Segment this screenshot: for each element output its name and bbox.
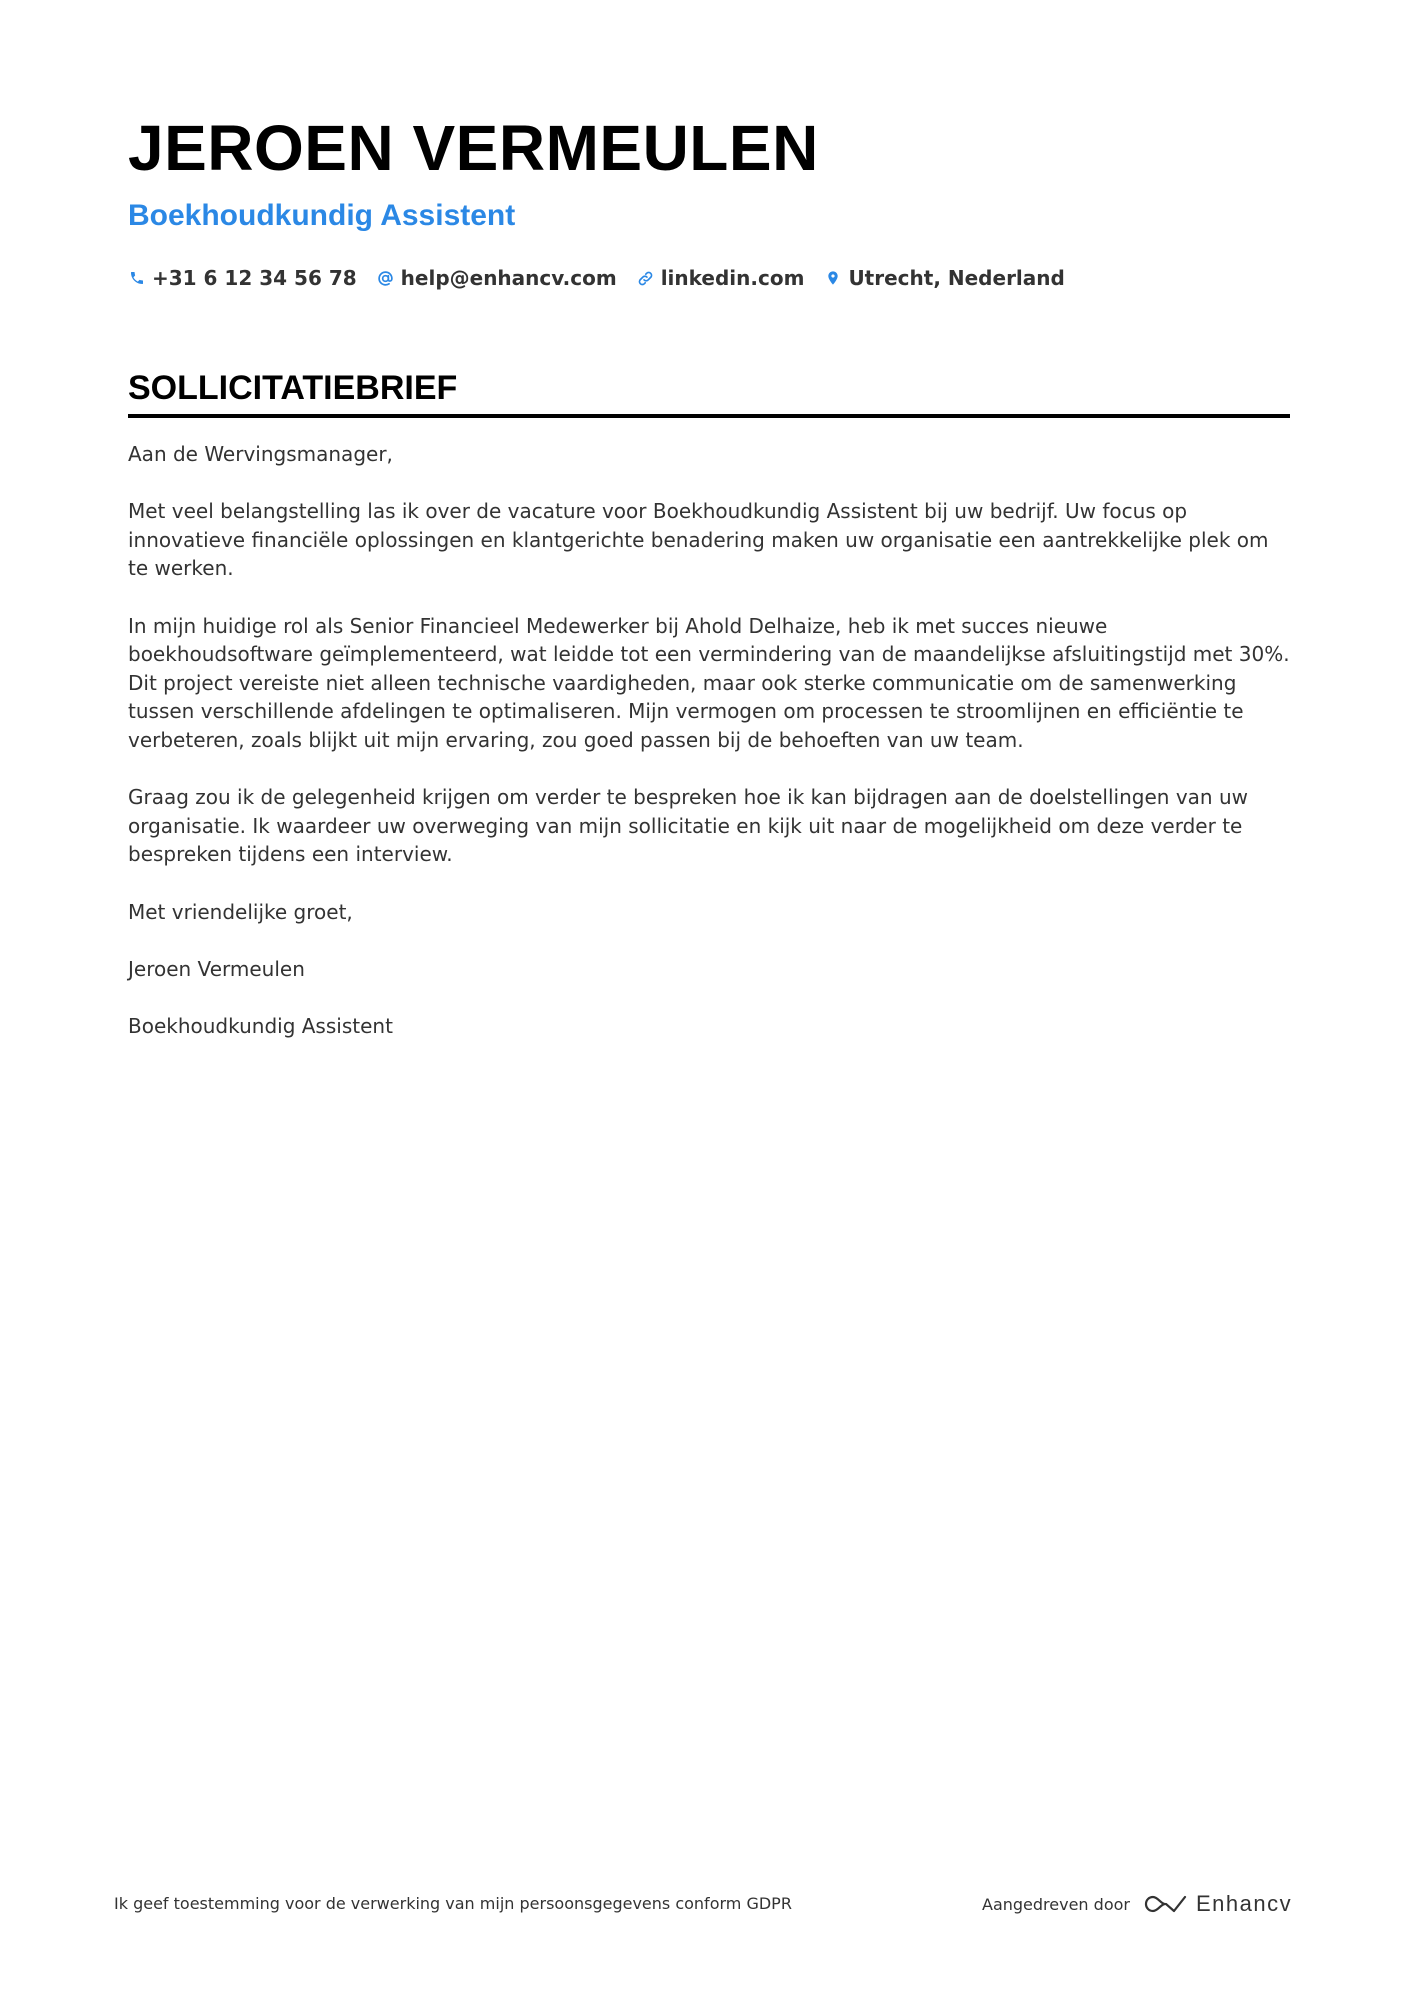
candidate-name: JEROEN VERMEULEN [128, 112, 819, 184]
contact-email-text: help@enhancv.com [400, 266, 617, 290]
contact-location-text: Utrecht, Nederland [848, 266, 1065, 290]
letter-paragraph-1: Met veel belangstelling las ik over de vacature voor Boekhoudkundig Assistent bij uw bedrijf. Uw focus op innovatieve financiële oplossingen en klantgerichte benadering maken uw organisatie een aantrekkelijke plek om te werken. [128, 499, 1269, 581]
letter-salutation: Aan de Wervingsmanager, [128, 442, 393, 466]
letter-signature-name: Jeroen Vermeulen [128, 956, 305, 981]
candidate-role: Boekhoudkundig Assistent [128, 199, 516, 232]
resume-header [128, 108, 1288, 290]
contact-phone-text: +31 6 12 34 56 78 [152, 266, 357, 290]
gdpr-consent: Ik geef toestemming voor de verwerking van mijn persoonsgegevens conform GDPR [114, 1894, 792, 1913]
letter-paragraph-2: In mijn huidige rol als Senior Financieel Medewerker bij Ahold Delhaize, heb ik met succes nieuwe boekhoudsoftware geïmplementeerd, wat leidde tot een vermindering van de maandelijkse afsluitingstijd met 30%. Dit project vereiste niet alleen technische vaardigheden, maar ook sterke communicatie om de samenwerking tussen verschillende afdelingen te optimaliseren. Mijn vermogen om processen te stroomlijnen en efficiëntie te verbeteren, zoals blijkt uit mijn ervaring, zou goed passen bij de behoeften van uw team. [128, 613, 1290, 752]
contact-location [824, 266, 1064, 290]
brand-name: Enhancv [1195, 1891, 1293, 1916]
contact-phone [128, 266, 357, 290]
location-pin-icon [824, 269, 842, 287]
contact-link-text: linkedin.com [660, 266, 805, 290]
link-icon [637, 269, 655, 287]
letter-closing: Met vriendelijke groet, [128, 899, 353, 924]
at-icon [377, 269, 395, 287]
letter-body [128, 440, 1290, 1069]
phone-icon [128, 269, 146, 287]
letter-paragraph-3: Graag zou ik de gelegenheid krijgen om verder te bespreken hoe ik kan bijdragen aan de doelstellingen van uw organisatie. Ik waardeer uw overweging van mijn sollicitatie en kijk uit naar de mogelijkheid om deze verder te bespreken tijdens een interview. [128, 785, 1248, 867]
contact-email [377, 266, 617, 290]
letter-signature-role: Boekhoudkundig Assistent [128, 1013, 393, 1038]
section-title: SOLLICITATIEBRIEF [128, 368, 1290, 418]
enhancv-logo-icon [1142, 1892, 1188, 1916]
contact-link [637, 266, 805, 290]
contact-bar [128, 266, 1288, 290]
powered-by [982, 1880, 1292, 1928]
powered-by-label: Aangedreven door [982, 1894, 1130, 1914]
